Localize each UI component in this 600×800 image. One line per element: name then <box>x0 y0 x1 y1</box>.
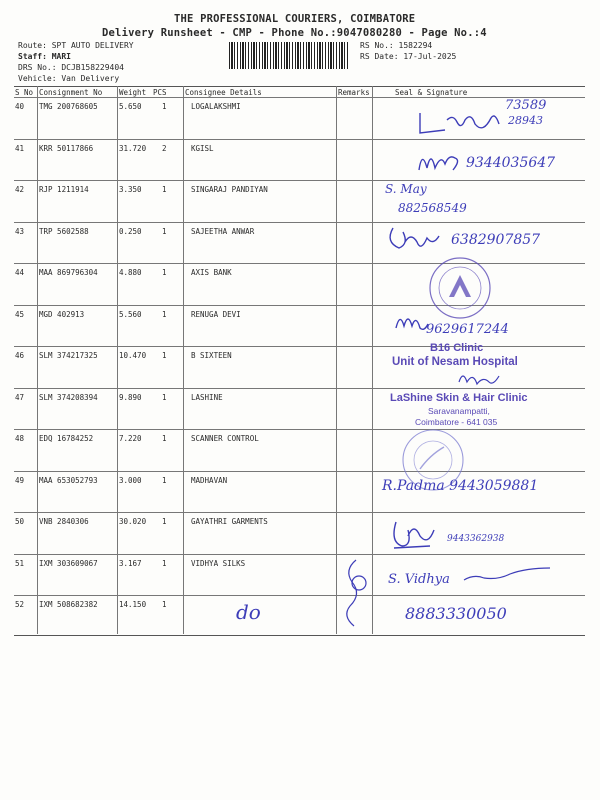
handwritten-ditto: do <box>236 600 261 624</box>
col-pcs: PCS <box>153 88 167 97</box>
signature-scribble <box>390 516 440 552</box>
barcode <box>229 42 349 69</box>
handwritten-phone: 9629617244 <box>426 322 509 337</box>
clinic-stamp-city: Coimbatore - 641 035 <box>415 417 498 427</box>
handwritten-name: S. May <box>385 182 427 196</box>
signature-scribble <box>415 146 465 176</box>
handwritten-phone: 8883330050 <box>405 604 507 623</box>
handwritten-note: 73589 <box>505 98 547 113</box>
clinic-stamp-subtitle: Unit of Nesam Hospital <box>392 356 518 368</box>
col-seal: Seal & Signature <box>395 88 468 97</box>
col-remarks: Remarks <box>338 88 370 97</box>
handwritten-signature: S. Vidhya <box>388 572 450 587</box>
vehicle-label: Vehicle: Van Delivery <box>18 74 120 83</box>
clinic-stamp-title: B16 Clinic <box>430 342 484 354</box>
clinic-stamp-title: LaShine Skin & Hair Clinic <box>390 392 528 404</box>
company-title: THE PROFESSIONAL COURIERS, COIMBATORE <box>174 13 416 25</box>
clinic-stamp-address: Saravanampatti, <box>428 406 490 416</box>
signature-scribble <box>385 224 445 256</box>
handwritten-phone: 882568549 <box>398 201 467 215</box>
handwritten-note: 28943 <box>508 114 543 127</box>
staff-label: Staff: MARI <box>18 52 71 61</box>
runsheet-subtitle: Delivery Runsheet - CMP - Phone No.:9047080280 - Page No.:4 <box>102 27 487 39</box>
signature-scribble <box>455 368 505 386</box>
rs-no-label: RS No.: 1582294 <box>360 41 433 50</box>
handwritten-phone: 9443362938 <box>447 534 505 544</box>
col-consignment: Consignment No <box>39 88 103 97</box>
col-sno: S No <box>15 88 34 97</box>
rs-date-label: RS Date: 17-Jul-2025 <box>360 52 457 61</box>
bank-stamp-icon <box>425 253 495 323</box>
col-weight: Weight <box>119 88 147 97</box>
signature-scribble <box>415 108 505 138</box>
handwritten-phone: 6382907857 <box>451 232 541 248</box>
handwritten-signature: R.Padma 9443059881 <box>382 478 539 494</box>
signature-scribble <box>462 566 552 586</box>
col-consignee: Consignee Details <box>185 88 262 97</box>
route-label: Route: SPT AUTO DELIVERY <box>18 41 134 50</box>
handwritten-phone: 9344035647 <box>466 155 556 171</box>
remarks-scribble <box>340 556 372 632</box>
drs-label: DRS No.: DCJB158229404 <box>18 63 124 72</box>
